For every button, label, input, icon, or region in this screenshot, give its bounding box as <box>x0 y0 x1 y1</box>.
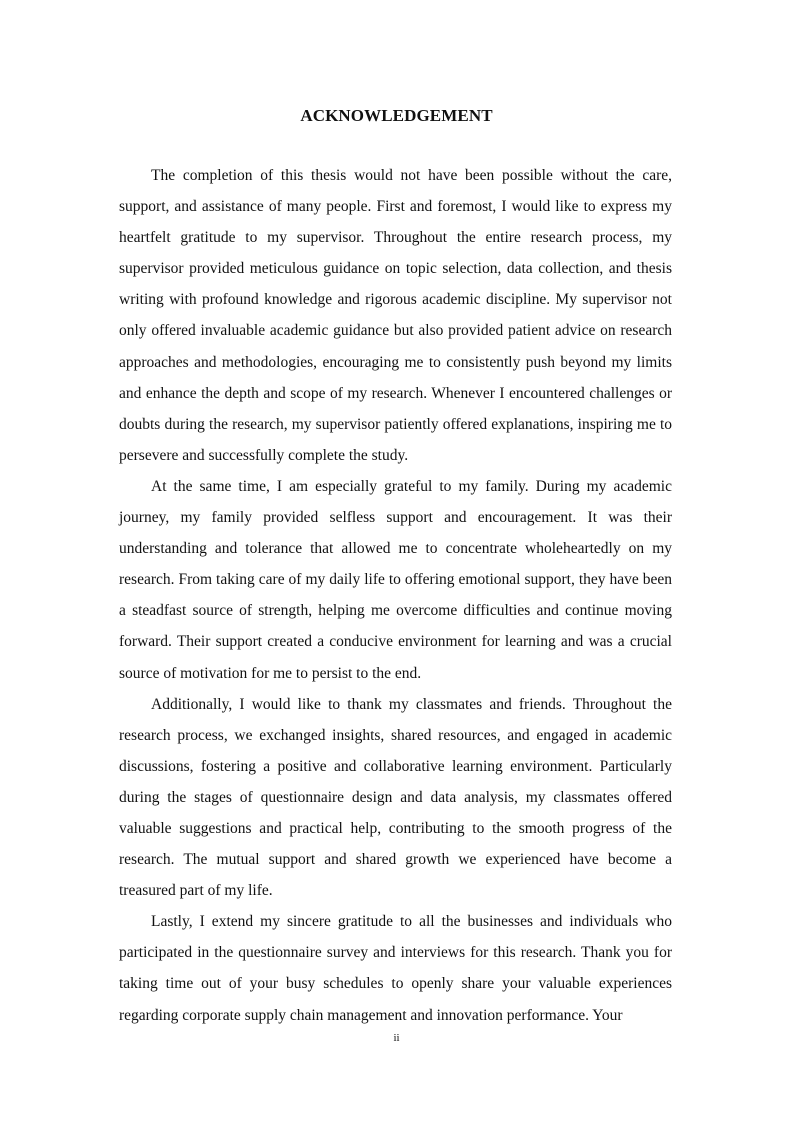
acknowledgement-body <box>119 160 672 1031</box>
paragraph-family: At the same time, I am especially grateful to my family. During my academic journey, my family provided selfless support and encouragement. It was their understanding and tolerance that allowed me to concentrate wholeheartedly on my research. From taking care of my daily life to offering emotional support, they have been a steadfast source of strength, helping me overcome difficulties and continue moving forward. Their support created a conducive environment for learning and was a crucial source of motivation for me to persist to the end. <box>119 477 672 682</box>
page-title: ACKNOWLEDGEMENT <box>300 106 493 125</box>
page-number: ii <box>393 1032 400 1044</box>
paragraph-classmates: Additionally, I would like to thank my classmates and friends. Throughout the research process, we exchanged insights, shared resources, and engaged in academic discussions, fostering a positive and collaborative learning environment. Particularly during the stages of questionnaire design and data analysis, my classmates offered valuable suggestions and practical help, contributing to the smooth progress of the research. The mutual support and shared growth we experienced have become a treasured part of my life. <box>119 695 672 900</box>
paragraph-supervisor: The completion of this thesis would not have been possible without the care, support, and assistance of many people. First and foremost, I would like to express my heartfelt gratitude to my supervisor. Throughout the entire research process, my supervisor provided meticulous guidance on topic selection, data collection, and thesis writing with profound knowledge and rigorous academic discipline. My supervisor not only offered invaluable academic guidance but also provided patient advice on research approaches and methodologies, encouraging me to consistently push beyond my limits and enhance the depth and scope of my research. Whenever I encountered challenges or doubts during the research, my supervisor patiently offered explanations, inspiring me to persevere and successfully complete the study. <box>119 167 672 464</box>
paragraph-participants: Lastly, I extend my sincere gratitude to all the businesses and individuals who participated in the questionnaire survey and interviews for this research. Thank you for taking time out of your busy schedules to openly share your valuable experiences regarding corporate supply chain management and innovation performance. Your <box>119 913 672 1024</box>
